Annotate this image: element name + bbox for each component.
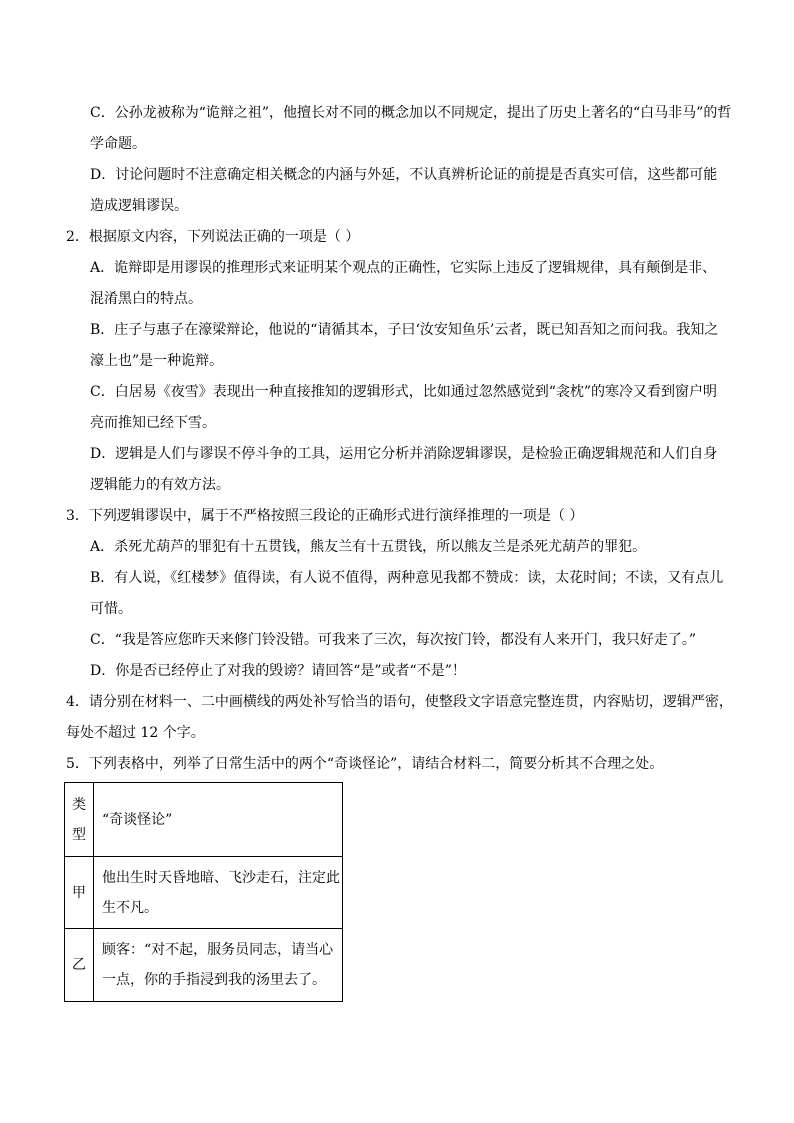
row-jia-line-1: 他出生时天昏地暗、飞沙走石，注定此: [102, 869, 340, 886]
q2-option-a-line-1: A．诡辩即是用谬误的推理形式来证明某个观点的正确性，它实际上违反了逻辑规律，具有颠倒是非、: [90, 260, 717, 276]
q2-option-a-line-2: 混淆黑白的特点。: [90, 291, 202, 307]
option-c-line-1: C．公孙龙被称为“诡辩之祖”，他擅长对不同的概念加以不同规定，提出了历史上著名的“白马非马”的哲: [90, 105, 732, 121]
question-4-line-2: 每处不超过 12 个字。: [66, 725, 205, 741]
row-label-jia: 甲: [65, 857, 94, 929]
q3-option-d: D．你是否已经停止了对我的毁谤？请回答“是”或者“不是”！: [90, 663, 466, 679]
question-4-line-1: 4．请分别在材料一、二中画横线的两处补写恰当的语句，使整段文字语意完整连贯，内容贴切，逻辑严密，: [66, 694, 733, 710]
question-3: 3．下列逻辑谬误中，属于不严格按照三段论的正确形式进行演绎推理的一项是（ ）: [66, 508, 584, 524]
q2-option-b-line-1: B．庄子与惠子在濠梁辩论，他说的“请循其本，子曰‘汝安知鱼乐’云者，既已知吾知之而问我。我知之: [90, 322, 719, 338]
table-row: [65, 929, 343, 1002]
option-c-line-2: 学命题。: [90, 136, 146, 152]
q3-option-c: C．“我是答应您昨天来修门铃没错。可我来了三次，每次按门铃，都没有人来开门，我只好走了。”: [90, 632, 697, 648]
q2-option-d-line-2: 逻辑能力的有效方法。: [90, 477, 230, 493]
content-header-cell: “奇谈怪论”: [94, 783, 343, 857]
q3-option-a: A．杀死尤葫芦的罪犯有十五贯钱，熊友兰有十五贯钱，所以熊友兰是杀死尤葫芦的罪犯。: [90, 539, 647, 555]
q2-option-c-line-2: 亮而推知已经下雪。: [90, 415, 216, 431]
option-d-line-2: 造成逻辑谬误。: [90, 198, 188, 214]
table-row: [65, 857, 343, 929]
type-header-cell: [65, 783, 94, 857]
table-header-row: [65, 783, 343, 857]
type-header-char-2: 型: [72, 826, 86, 843]
row-yi-line-1: 顾客：“对不起，服务员同志，请当心: [102, 942, 334, 958]
q2-option-d-line-1: D．逻辑是人们与谬误不停斗争的工具，运用它分析并消除逻辑谬误，是检验正确逻辑规范和人们自身: [90, 446, 718, 462]
row-content-jia: [94, 857, 343, 929]
option-d-line-1: D．讨论问题时不注意确定相关概念的内涵与外延，不认真辨析论证的前提是否真实可信，这些都可能: [90, 167, 718, 183]
row-content-yi: [94, 929, 343, 1002]
q2-option-b-line-2: 濠上也”是一种诡辩。: [90, 353, 224, 369]
row-yi-line-2: 一点，你的手指浸到我的汤里去了。: [102, 972, 326, 988]
question-5: 5．下列表格中，列举了日常生活中的两个“奇谈怪论”，请结合材料二，简要分析其不合理之处。: [66, 756, 664, 772]
question-2: 2．根据原文内容，下列说法正确的一项是（ ）: [66, 229, 360, 245]
type-header-char-1: 类: [72, 796, 86, 813]
q2-option-c-line-1: C．白居易《夜雪》表现出一种直接推知的逻辑形式，比如通过忽然感觉到“衾枕”的寒冷又看到窗户明: [90, 384, 718, 400]
paradox-table: [64, 782, 343, 1002]
row-label-yi: 乙: [65, 929, 94, 1002]
q3-option-b-line-2: 可惜。: [90, 601, 132, 617]
q3-option-b-line-1: B．有人说，《红楼梦》值得读，有人说不值得，两种意见我都不赞成：读，太花时间；不读，又有点儿: [90, 570, 724, 586]
row-jia-line-2: 生不凡。: [102, 899, 158, 916]
